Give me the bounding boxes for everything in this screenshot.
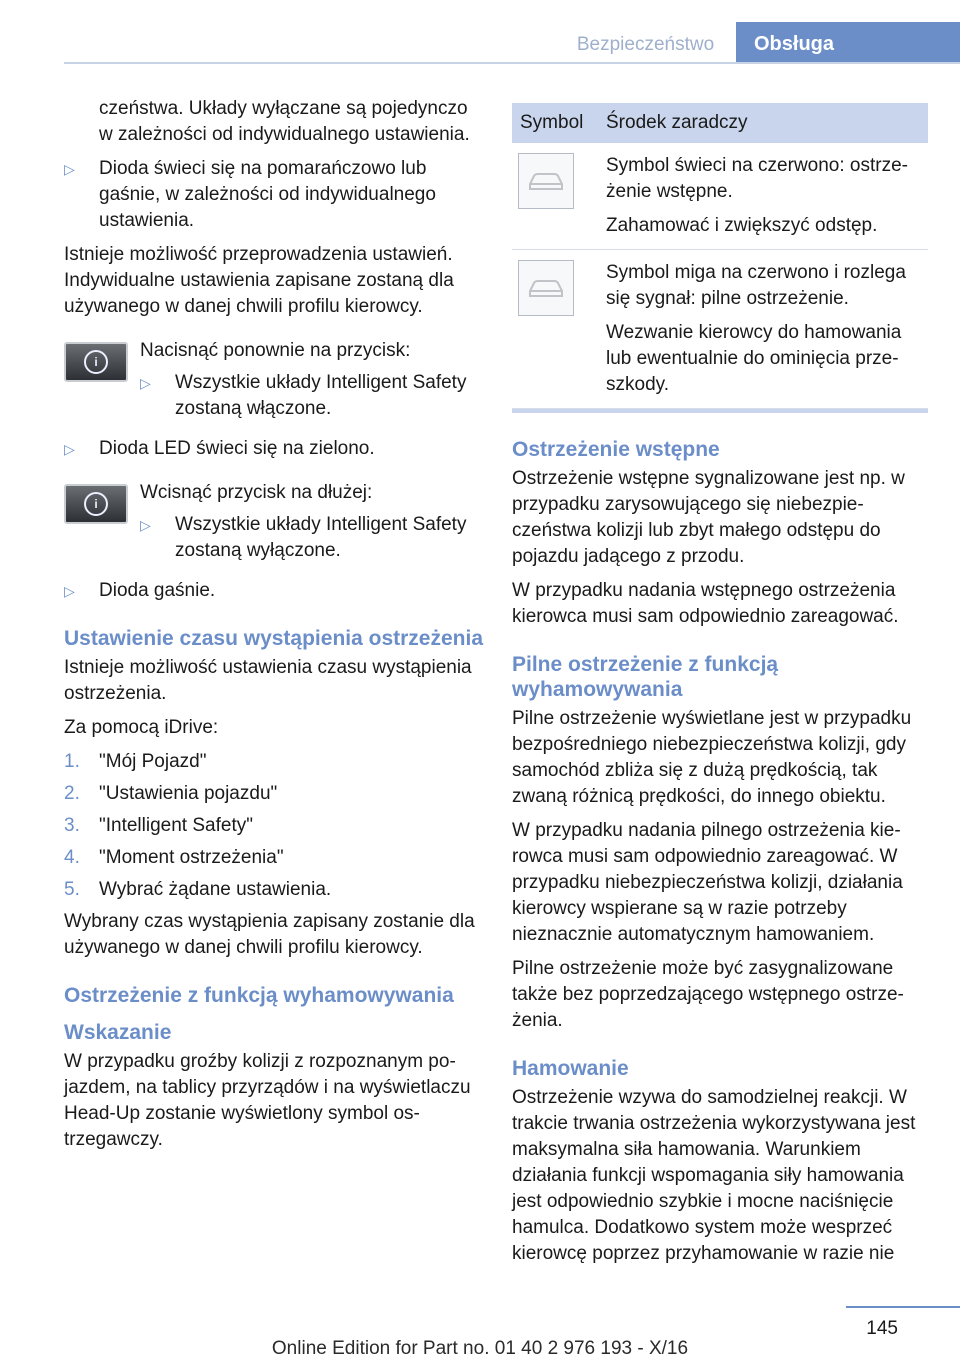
table-cell-text: Zahamować i zwiększyć odstęp. xyxy=(606,215,878,236)
paragraph: Pilne ostrzeżenie może być zasygnalizowane także bez poprzedzającego wstępnego ostrzeżenia. xyxy=(512,958,904,1031)
paragraph: W przypadku nadania wstępnego ostrzeżenia kierowca musi sam odpowiednio zareagować. xyxy=(512,580,899,627)
info-icon: i xyxy=(84,492,108,516)
paragraph: Pilne ostrzeżenie wyświetlane jest w przypadku bezpośredniego niebezpieczeństwa kolizji, gdy samochód zbliża się z dużą prędkością, tak zwaną różnicą prędkości, do innego obiektu. xyxy=(512,708,912,807)
table-header-symbol: Symbol xyxy=(512,103,598,143)
safety-button-image xyxy=(64,484,128,524)
section-heading: Ostrzeżenie z funkcją wyhamowywania xyxy=(64,984,454,1007)
paragraph: Ostrzeżenie wstępne sygnalizowane jest np. w przypadku zarysowującego się niebezpieczeństwa kolizji lub zbyt małego odstępu do pojazdu jadącego z przodu. xyxy=(512,468,905,567)
list-item: 5. Wybrać żądane ustawienia. xyxy=(64,879,332,900)
bullet-item: ▷ Dioda gaśnie. xyxy=(64,578,484,604)
left-column xyxy=(64,96,484,1161)
paragraph: W przypadku nadania pilnego ostrzeżenia kierowca musi sam odpowiednio zareagować. W przypadku niebezpieczeństwa kolizji, działania kierowcy wspierane są w razie potrzeby nieznacznie automatycznym hamowaniem. xyxy=(512,820,903,945)
symbol-table xyxy=(512,103,928,409)
paragraph: Wybrany czas wystąpienia zapisany zostanie dla używanego w danej chwili profilu kierowcy. xyxy=(64,911,475,958)
paragraph: Istnieje możliwość ustawienia czasu wystąpienia ostrzeżenia. xyxy=(64,657,472,704)
list-item: 2. "Ustawienia pojazdu" xyxy=(64,783,278,804)
button-instruction-text: Wcisnąć przycisk na dłużej: xyxy=(140,482,373,503)
button-instruction-text: Nacisnąć ponownie na przycisk: xyxy=(140,340,411,361)
header-section: Bezpieczeństwo xyxy=(576,34,715,55)
triangle-bullet-icon: ▷ xyxy=(64,161,75,177)
paragraph: Istnieje możliwość przeprowadzenia ustawień. Indywidualne ustawienia zapisane zostaną dla używanego w danej chwili profilu kierowcy. xyxy=(64,244,454,317)
safety-button-image xyxy=(64,342,128,382)
triangle-bullet-icon: ▷ xyxy=(64,583,75,599)
bullet-item: ▷ Wszystkie układy Intelligent Safety zostaną włączone. xyxy=(140,372,467,419)
section-heading: Ostrzeżenie wstępne xyxy=(512,438,720,461)
bullet-item: ▷ Dioda LED świeci się na zielono. xyxy=(64,436,484,462)
table-row xyxy=(512,250,928,409)
paragraph: Za pomocą iDrive: xyxy=(64,717,219,738)
right-column xyxy=(512,103,928,1275)
section-heading: Ustawienie czasu wystąpienia ostrzeżenia xyxy=(64,627,483,650)
list-item: 1. "Mój Pojazd" xyxy=(64,751,207,772)
triangle-bullet-icon: ▷ xyxy=(140,517,151,533)
footer-divider xyxy=(846,1306,960,1308)
info-icon: i xyxy=(84,350,108,374)
triangle-bullet-icon: ▷ xyxy=(64,441,75,457)
list-item: 4. "Moment ostrzeżenia" xyxy=(64,847,284,868)
page-number: 145 xyxy=(866,1318,898,1339)
button-instruction xyxy=(64,480,484,572)
paragraph: W przypadku groźby kolizji z rozpoznanym pojazdem, na tablicy przyrządów i na wyświetlaczu Head-Up zostanie wyświetlony symbol ostrzegawczy. xyxy=(64,1051,471,1150)
continued-text: czeństwa. Układy wyłączane są pojedynczo w zależności od indywidualnego ustawienia. xyxy=(99,98,470,145)
footer-edition: Online Edition for Part no. 01 40 2 976 193 - X/16 xyxy=(271,1338,689,1359)
paragraph: Ostrzeżenie wzywa do samodzielnej reakcji. W trakcie trwania ostrzeżenia wykorzystywana jest maksymalna siła hamowania. Warunkiem działania funkcji wspomagania siły hamowania jest odpowiednio szybkie i mocne naciśnięcie hamulca. Dodatkowo system może wesprzeć kierowcę poprzez przyhamowanie w razie nie xyxy=(512,1087,916,1264)
table-row xyxy=(512,143,928,250)
triangle-bullet-icon: ▷ xyxy=(140,375,151,391)
table-cell-text: Wezwanie kierowcy do hamowania lub ewentualnie do ominięcia przeszkody. xyxy=(606,322,902,395)
car-warning-icon xyxy=(518,260,574,316)
header-tab: Obsługa xyxy=(736,22,960,64)
section-heading: Hamowanie xyxy=(512,1057,629,1080)
bullet-item: ▷ Wszystkie układy Intelligent Safety zostaną wyłączone. xyxy=(140,514,467,561)
section-heading: Pilne ostrzeżenie z funkcją wyhamowywania xyxy=(512,653,779,701)
subsection-heading: Wskazanie xyxy=(64,1021,172,1044)
bullet-item: ▷ Dioda świeci się na pomarańczowo lub gaśnie, w zależności od indywidualnego ustawienia. xyxy=(64,158,436,231)
table-cell-text: Symbol świeci na czerwono: ostrzeżenie wstępne. xyxy=(606,155,908,202)
button-instruction xyxy=(64,338,484,430)
header-divider xyxy=(64,62,960,64)
table-bottom-rule xyxy=(512,409,928,413)
car-warning-icon xyxy=(518,153,574,209)
table-header-remedy: Środek zaradczy xyxy=(598,103,928,143)
steps-list xyxy=(64,749,484,903)
table-cell-text: Symbol miga na czerwono i rozlega się sygnał: pilne ostrzeżenie. xyxy=(606,262,906,309)
list-item: 3. "Intelligent Safety" xyxy=(64,815,253,836)
